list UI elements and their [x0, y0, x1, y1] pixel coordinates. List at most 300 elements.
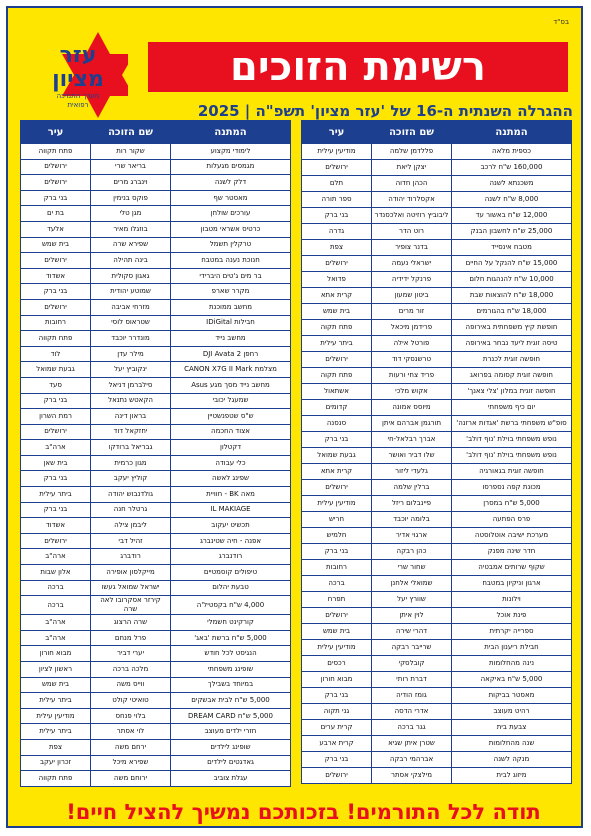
prize-cell: חופשה זוגית קסומה בפרואג [452, 368, 572, 384]
table-row [302, 752, 572, 768]
table-row [21, 284, 291, 300]
city-cell: ארה"ב [21, 549, 91, 565]
table-row [21, 549, 291, 565]
table-row [21, 377, 291, 393]
winner-cell: אקסלרוד יהודה [372, 192, 452, 208]
table-row [21, 346, 291, 362]
city-cell: ירושלים [302, 608, 372, 624]
prize-cell: כלי עבודה [171, 455, 291, 471]
winner-cell: ישראל שמואל געשו [91, 580, 171, 596]
table-row [21, 693, 291, 709]
table-row [21, 190, 291, 206]
logo-line1: עזר [59, 43, 97, 68]
winner-cell: בינה תהילה [91, 253, 171, 269]
winner-cell: קירזר אסקרובו לאה שרה [91, 596, 171, 615]
city-cell: ביתר עילית [21, 693, 91, 709]
prize-cell: 18,000 ש"ח להוצאות שבת [452, 288, 572, 304]
city-cell: קרית ערים [302, 720, 372, 736]
logo-line3: מערך התמיכה [56, 92, 100, 100]
city-cell: ירושלים [302, 160, 372, 176]
prize-cell: משכנתא לשנה [452, 176, 572, 192]
prize-cell: נינה מהחלומות [452, 656, 572, 672]
city-cell: בית שאן [21, 455, 91, 471]
winner-cell: יחזקאל דוד [91, 424, 171, 440]
table-row [302, 224, 572, 240]
table-row [302, 544, 572, 560]
city-cell: פתח תקווה [21, 144, 91, 160]
prize-cell: יום כיף משפחתי [452, 400, 572, 416]
table-row [21, 424, 291, 440]
winner-cell: פיינבלום ריזל [372, 496, 452, 512]
page-subtitle: ההגרלה השנתית ה-16 של 'עזר מציון' תשפ"ה | 2025 [197, 102, 573, 120]
table-row [21, 440, 291, 456]
table-row [21, 630, 291, 646]
prize-cell: 12,000 ש"ח באשור עד [452, 208, 572, 224]
city-cell: צפת [21, 739, 91, 755]
winners-table-right [301, 120, 572, 784]
city-cell: אשדוד [21, 518, 91, 534]
winner-cell: לוי אסתר [91, 724, 171, 740]
prize-cell: חזרי ילדים מעוצב [171, 724, 291, 740]
table-row [302, 448, 572, 464]
city-cell: ירושלים [302, 352, 372, 368]
table-row [302, 352, 572, 368]
prize-cell: קורקינט חשמלי [171, 615, 291, 631]
table-row [302, 768, 572, 784]
city-cell: ראשון לציון [21, 662, 91, 678]
city-cell: מבוא חורון [302, 672, 372, 688]
table-row [21, 518, 291, 534]
table-row [21, 565, 291, 581]
table-row [302, 320, 572, 336]
table-row [21, 580, 291, 596]
prize-cell: מנקה לשנה [452, 752, 572, 768]
winner-cell: רוט הדר [372, 224, 452, 240]
table-row [302, 288, 572, 304]
table-row [302, 176, 572, 192]
table-row [302, 336, 572, 352]
winner-cell: הכהן חדוה [372, 176, 452, 192]
winner-cell: פוקס בנימין [91, 190, 171, 206]
winner-cell: אקוש מלכי [372, 384, 452, 400]
city-cell: בית שמש [302, 624, 372, 640]
table-row [302, 720, 572, 736]
table-row [302, 496, 572, 512]
table-row [21, 159, 291, 175]
prize-cell: הנגיסט לכל חודש [171, 646, 291, 662]
city-cell: בני ברק [302, 752, 372, 768]
winner-cell: שמואלי אלחנן [372, 576, 452, 592]
prize-cell: 160,000 ש"ח לרכב [452, 160, 572, 176]
winner-cell: שרה הרצוג [91, 615, 171, 631]
table-row [302, 704, 572, 720]
city-cell: גני תקוה [302, 704, 372, 720]
city-cell: חריש [302, 512, 372, 528]
prize-cell: עורכים שולחן [171, 206, 291, 222]
prize-cell: מאסטר שף [171, 190, 291, 206]
prize-cell: דלק לשנה [171, 175, 291, 191]
city-cell: ירושלים [21, 159, 91, 175]
city-cell: חלמיש [302, 528, 372, 544]
prize-cell: חבילת ריענון הבית [452, 640, 572, 656]
table-row [21, 708, 291, 724]
prize-cell: טיסה זוגית ליעד נבחר באירופה [452, 336, 572, 352]
table-row [302, 160, 572, 176]
winner-cell: פורטל אילה [372, 336, 452, 352]
city-cell: ספר תורה [302, 192, 372, 208]
table-row [302, 736, 572, 752]
winner-cell: ווייס משה [91, 677, 171, 693]
table-row [21, 237, 291, 253]
prize-cell: שופינג משפחתי [171, 662, 291, 678]
table-row [21, 662, 291, 678]
winner-cell: בלומה יוכבד [372, 512, 452, 528]
table-row [302, 304, 572, 320]
table-row [21, 455, 291, 471]
table-row [302, 272, 572, 288]
city-cell: קדומים [302, 400, 372, 416]
winner-cell: שטרן איתן שגיא [372, 736, 452, 752]
city-cell: ירושלים [302, 480, 372, 496]
table-row [21, 724, 291, 740]
city-cell: גבעת שמואל [302, 448, 372, 464]
city-cell: מודיעין עילית [302, 144, 372, 160]
city-cell: בני ברק [21, 190, 91, 206]
city-cell: ירושלים [21, 299, 91, 315]
prize-cell: נופש משפחתי בוילת 'נוף דולב' [452, 432, 572, 448]
prize-cell: מחשב נייד [171, 331, 291, 347]
winner-cell: ארגוי אדיר [372, 528, 452, 544]
winner-cell: תורגמן אברהם איתן [372, 416, 452, 432]
winner-cell: דהרי שירה [372, 624, 452, 640]
header-prize: המתנה [452, 121, 572, 144]
winner-cell: אברך רבלאל-חי [372, 432, 452, 448]
prize-cell: מחשב נייד מסך מגע Asus [171, 377, 291, 393]
prize-cell: וילונות [452, 592, 572, 608]
prize-cell: לימודי מקצוע [171, 144, 291, 160]
table-row [21, 533, 291, 549]
city-cell: גבעת שמואל [21, 362, 91, 378]
winner-cell: זור מרים [372, 304, 452, 320]
winner-cell: אדרי הדסה [372, 704, 452, 720]
winner-cell: כהן רבקה [372, 544, 452, 560]
city-cell: רמת השרון [21, 409, 91, 425]
prize-cell: חופשה זוגית בגאורגיה [452, 464, 572, 480]
prize-cell: ספרייה יקרתית [452, 624, 572, 640]
city-cell: ביתר עילית [21, 487, 91, 503]
prize-cell: במיוחד בשבילך [171, 677, 291, 693]
table-row [302, 416, 572, 432]
prize-cell: שופינג לילדים [171, 739, 291, 755]
winner-cell: שקור רות [91, 144, 171, 160]
city-cell: ארה"ב [21, 440, 91, 456]
winner-cell: שרייבר רבקה [372, 640, 452, 656]
prize-cell: בר מים ג'טים היברידי [171, 268, 291, 284]
page-title: רשימת הזוכים [148, 42, 568, 92]
prize-cell: סופ"ש משפחתי ברשת 'אגדות ארזנה' [452, 416, 572, 432]
winner-cell: ירוחם משה [91, 771, 171, 787]
prize-cell: מטבח אינסייד [452, 240, 572, 256]
city-cell: פתח תקווה [21, 331, 91, 347]
winner-cell: גומז הודיה [372, 688, 452, 704]
winner-cell: שפירא שרה [91, 237, 171, 253]
city-cell: בת ים [21, 206, 91, 222]
prize-cell: מאסטר בביקות [452, 688, 572, 704]
winner-cell: פרל מנחם [91, 630, 171, 646]
header-city: עיר [21, 121, 91, 144]
winner-cell: מגן טלי [91, 206, 171, 222]
table-row [302, 384, 572, 400]
prize-cell: 25,000 ש"ח לחשבון הבנק [452, 224, 572, 240]
table-row [302, 672, 572, 688]
winners-rows-right [302, 144, 572, 784]
table-row [21, 315, 291, 331]
winner-cell: גבריאל ברודקו [91, 440, 171, 456]
winner-cell: גאגון סקולית [91, 268, 171, 284]
table-row [302, 144, 572, 160]
city-cell: רחובות [302, 560, 372, 576]
table-row [21, 471, 291, 487]
table-row [302, 208, 572, 224]
table-row [21, 646, 291, 662]
city-cell: ביתר עילית [302, 336, 372, 352]
winner-cell: בלוי פנחס [91, 708, 171, 724]
prize-cell: מגמסים מגעלות [171, 159, 291, 175]
city-cell: תלם [302, 176, 372, 192]
table-row [302, 480, 572, 496]
prize-cell: 5,000 ש"ח במסרן [452, 496, 572, 512]
winner-cell: זהיל דבי [91, 533, 171, 549]
winner-cell: ליבוביץ רוזיטה ואלכסנדר [372, 208, 452, 224]
table-row [21, 677, 291, 693]
city-cell: בית שמש [302, 304, 372, 320]
city-cell: ברכה [302, 576, 372, 592]
table-row [21, 206, 291, 222]
prize-cell: 4,000 ש"ח בקסטיל'ה [171, 596, 291, 615]
prize-cell: שקוף שרותים אמבטיה [452, 560, 572, 576]
footer-thanks: תודה לכל התורמים! בזכותכם נמשיך להציל חיים! [66, 800, 541, 824]
city-cell: ירושלים [21, 175, 91, 191]
prize-cell: רודנברג [171, 549, 291, 565]
winner-cell: פריד צחי ורעות [372, 368, 452, 384]
prize-cell: 5,000 ש"ח ברשת 'באג' [171, 630, 291, 646]
table-row [302, 656, 572, 672]
table-row [302, 192, 572, 208]
city-cell: ביתר עילית [21, 724, 91, 740]
city-cell: רכסים [302, 656, 372, 672]
winner-cell: מלכה ברכה [91, 662, 171, 678]
organization-logo [28, 30, 128, 120]
winners-rows-left [21, 144, 291, 787]
header-prize: המתנה [171, 121, 291, 144]
prize-cell: נופש משפחתי בוילת 'נוף דולב' [452, 448, 572, 464]
winner-cell: מילר עדן [91, 346, 171, 362]
prize-cell: רחפן DJI Avata 2 [171, 346, 291, 362]
table-row [302, 528, 572, 544]
winner-cell: פללדמן שלמה [372, 144, 452, 160]
prize-cell: מכונת קפה נספרסו [452, 480, 572, 496]
table-row [21, 253, 291, 269]
city-cell: ברכה [21, 596, 91, 615]
city-cell: פתח תקווה [21, 771, 91, 787]
city-cell: ירושלים [302, 256, 372, 272]
prize-cell: כספית מלאה [452, 144, 572, 160]
winner-cell: ביטון שמעון [372, 288, 452, 304]
city-cell: בני ברק [302, 688, 372, 704]
prize-cell: חופשה זוגית לכנרת [452, 352, 572, 368]
prize-cell: תכשיט יעקוב [171, 518, 291, 534]
winner-cell: מזרחי אביבה [91, 299, 171, 315]
city-cell: סנסנה [302, 416, 372, 432]
city-cell: ארה"ב [21, 615, 91, 631]
winner-cell: יצקן ליאת [372, 160, 452, 176]
city-cell: בני ברק [302, 208, 372, 224]
city-cell: קרית ארבע [302, 736, 372, 752]
winner-cell: גולדנבוש יהודה [91, 487, 171, 503]
prize-cell: כרטיס אשראי מטבון [171, 221, 291, 237]
table-row [21, 755, 291, 771]
table-row [21, 299, 291, 315]
winner-cell: מונדרר יוכבד [91, 331, 171, 347]
table-row [302, 432, 572, 448]
city-cell: סעד [21, 377, 91, 393]
city-cell: רחובות [21, 315, 91, 331]
table-row [302, 400, 572, 416]
winner-cell: גלעדי ליזור [372, 464, 452, 480]
prize-cell: שנה מהחלומות [452, 736, 572, 752]
city-cell: בית שמש [21, 237, 91, 253]
winner-cell: לוין איתן [372, 608, 452, 624]
city-cell: בני ברק [302, 544, 372, 560]
city-cell: קרית אתא [302, 464, 372, 480]
winner-cell: בראון דינה [91, 409, 171, 425]
prize-cell: ארגון וניקיון במטבח [452, 576, 572, 592]
city-cell: לוד [21, 346, 91, 362]
prize-cell: חופשת קיץ משפחתית באירופה [452, 320, 572, 336]
city-cell: פתח תקוה [302, 368, 372, 384]
header-city: עיר [302, 121, 372, 144]
prize-cell: מחשב ממוכנת [171, 299, 291, 315]
table-row [302, 368, 572, 384]
table-row [21, 596, 291, 615]
header-winner: שם הזוכה [372, 121, 452, 144]
table-row [302, 256, 572, 272]
prize-cell: 5,000 ש"ח לבית אבשקים [171, 693, 291, 709]
prize-cell: טיפולים קוסמטיים [171, 565, 291, 581]
city-cell: ירושלים [21, 253, 91, 269]
prize-cell: שפינג לאשה [171, 471, 291, 487]
city-cell: גדרה [302, 224, 372, 240]
prize-cell: גאדגטים לילדים [171, 755, 291, 771]
prize-cell: ש"ס שטפנשטיין [171, 409, 291, 425]
table-row [302, 608, 572, 624]
prize-cell: מצלמת CANON X7G II Mark [171, 362, 291, 378]
prize-cell: רהיט מעוצב [452, 704, 572, 720]
city-cell: בני ברק [21, 393, 91, 409]
city-cell: ירושלים [21, 424, 91, 440]
city-cell: קרית אתא [302, 288, 372, 304]
city-cell: אלעד [21, 221, 91, 237]
winner-cell: שוורץ יעל [372, 592, 452, 608]
city-cell: מבוא חורון [21, 646, 91, 662]
prize-cell: 10,000 ש"ח להנהגות חלום [452, 272, 572, 288]
city-cell: ברכה [21, 580, 91, 596]
table-row [21, 362, 291, 378]
prize-cell: חנוכת נענה במטבח [171, 253, 291, 269]
prize-cell: חבילות IDiGital [171, 315, 291, 331]
prize-cell: דקטלון [171, 440, 291, 456]
table-row [21, 144, 291, 160]
winner-cell: טרשנסקי דוד [372, 352, 452, 368]
header-winner: שם הזוכה [91, 121, 171, 144]
city-cell: ירושלים [302, 768, 372, 784]
winner-cell: גרטלר חנה [91, 502, 171, 518]
table-row [21, 615, 291, 631]
prize-cell: צבעת בית [452, 720, 572, 736]
winner-cell: מייקלסון אופירה [91, 565, 171, 581]
winner-cell: שחור שרי [372, 560, 452, 576]
table-row [21, 502, 291, 518]
winner-cell: מילצקי אסתר [372, 768, 452, 784]
city-cell: מודיעין עילית [302, 640, 372, 656]
prize-cell: מאה BK - חוויית [171, 487, 291, 503]
city-cell: בני ברק [21, 284, 91, 300]
city-cell: צפת [302, 240, 372, 256]
winner-cell: טואיטי קולט [91, 693, 171, 709]
table-row [302, 624, 572, 640]
city-cell: תפרח [302, 592, 372, 608]
table-row [21, 393, 291, 409]
winner-cell: אברהמי רבקה [372, 752, 452, 768]
table-row [302, 512, 572, 528]
city-cell: בית שמש [21, 677, 91, 693]
table-row [302, 560, 572, 576]
table-row [302, 688, 572, 704]
winner-cell: מגון כרמית [91, 455, 171, 471]
table-row [302, 592, 572, 608]
prize-cell: אפנה - חיה שטינברג [171, 533, 291, 549]
winner-cell: שפירא מיכל [91, 755, 171, 771]
winner-cell: קוליץ יעקב [91, 471, 171, 487]
prize-cell: 15,000 ש"ח להנקל על החיים [452, 256, 572, 272]
table-row [21, 771, 291, 787]
winner-cell: ירחם משה [91, 739, 171, 755]
winner-cell: פרידמן מיכאל [372, 320, 452, 336]
winner-cell: שטראוס לוסי [91, 315, 171, 331]
city-cell: אשדוד [21, 268, 91, 284]
winner-cell: בוזגלו מאיר [91, 221, 171, 237]
winner-cell: סילברמן דניאל [91, 377, 171, 393]
prize-cell: חופשה זוגית במלון 'צלי צאנך' [452, 384, 572, 400]
winner-cell: פרנקל ידידיה [372, 272, 452, 288]
city-cell: פדואל [302, 272, 372, 288]
winner-cell: ינקוביץ יעל [91, 362, 171, 378]
winner-cell: שלו דביר ואושר [372, 448, 452, 464]
table-row [21, 268, 291, 284]
prize-cell: 5,000 ש"ח באיקאה [452, 672, 572, 688]
table-row [302, 240, 572, 256]
winner-cell: שמוטע יהודית [91, 284, 171, 300]
table-row [21, 175, 291, 191]
prize-cell: 5,000 ש"ח DREAM CARD [171, 708, 291, 724]
winner-cell: יערי דביר [91, 646, 171, 662]
city-cell: מודיעין עילית [21, 708, 91, 724]
city-cell: זכרון יעקב [21, 755, 91, 771]
table-row [21, 487, 291, 503]
table-row [21, 331, 291, 347]
winners-table-left [20, 120, 291, 787]
winner-cell: קובלסקי [372, 656, 452, 672]
